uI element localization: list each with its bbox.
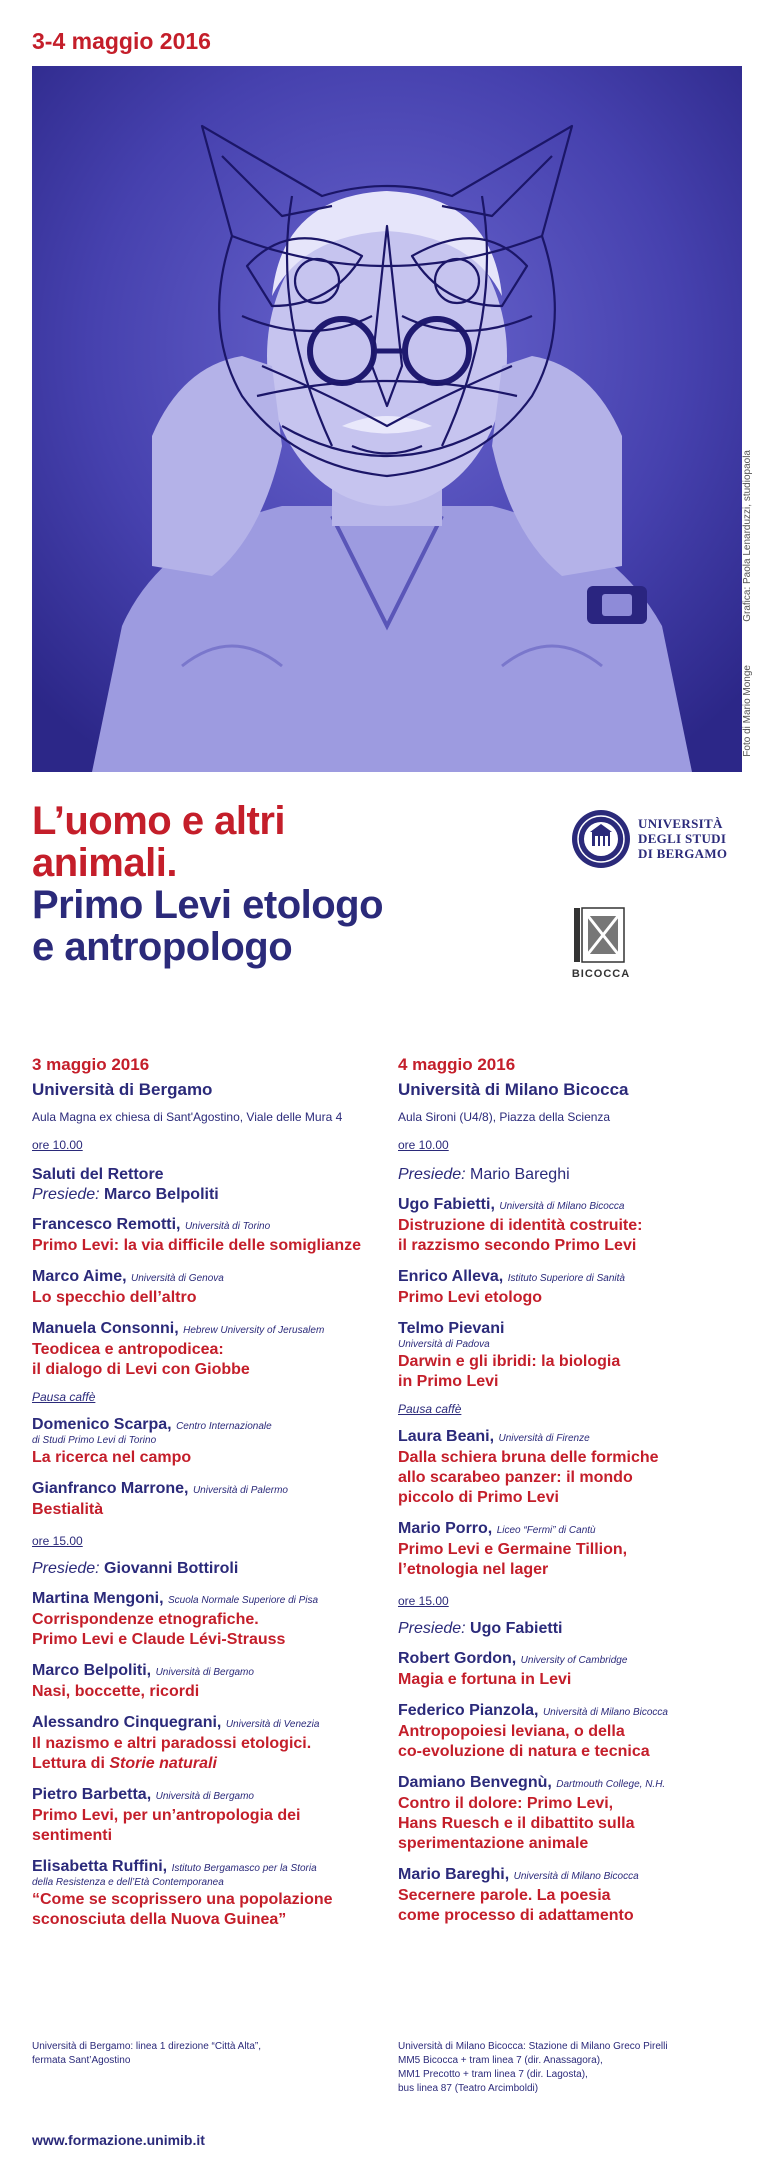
day2-date: 4 maggio 2016 [398,1055,516,1074]
chair-label: Presiede: [398,1620,466,1637]
man-with-wire-mask-illustration [32,66,742,772]
day2-pause: Pausa caffè [398,1402,462,1416]
talk-title: “Come se scoprissero una popolazione [32,1891,333,1908]
bicocca-transport-info [398,2040,728,2096]
speaker-affiliation: University of Cambridge [520,1655,628,1666]
speaker-name: Damiano Benvegnù, [398,1774,552,1791]
talk-title: Hans Ruesch e il dibattito sulla [398,1815,635,1832]
talk-title: La ricerca nel campo [32,1449,192,1466]
chair-name: Giovanni Bottiroli [104,1560,239,1577]
talk-title: Distruzione di identità costruite: [398,1217,643,1234]
talk-title: Antropopoiesi leviana, o della [398,1723,625,1740]
chair-name: Mario Bareghi [470,1166,570,1183]
talk-title: Primo Levi etologo [398,1289,543,1306]
speaker-name: Ugo Fabietti, [398,1196,495,1213]
speaker-affiliation: Università di Venezia [225,1719,320,1730]
talk-item [398,1866,748,1926]
chair-label: Presiede: [32,1560,100,1577]
speaker-name: Domenico Scarpa, [32,1416,172,1433]
day1-chair-afternoon [32,1560,382,1578]
title-line-2: animali. [32,841,177,885]
event-date: 3-4 maggio 2016 [32,28,211,54]
bergamo-transport-info [32,2040,352,2068]
talk-item [32,1714,382,1774]
speaker-affiliation: Centro Internazionale [176,1421,272,1432]
speaker-affiliation: Liceo “Fermi” di Cantù [496,1525,596,1536]
talk-item [398,1320,748,1392]
talk-item [32,1786,382,1846]
bergamo-wordmark [638,816,727,861]
title-line-1: L’uomo e altri [32,799,286,843]
talk-item [398,1428,748,1508]
talk-title: Dalla schiera bruna delle formiche [398,1449,659,1466]
bergamo-wordmark-line-1: UNIVERSITÀ [638,816,723,831]
day1-time-afternoon: ore 15.00 [32,1534,83,1548]
hero-photo [32,66,742,772]
speaker-name: Telmo Pievani [398,1320,505,1337]
title-line-4: e antropologo [32,925,293,969]
day2-chair-afternoon [398,1620,748,1638]
bergamo-wordmark-line-2: DEGLI STUDI [638,831,727,846]
talk-title: Corrispondenze etnografiche. [32,1611,259,1628]
speaker-name: Alessandro Cinquegrani, [32,1714,222,1731]
day2-time-morning: ore 10.00 [398,1138,449,1152]
speaker-name: Elisabetta Ruffini, [32,1858,168,1875]
speaker-affiliation: Dartmouth College, N.H. [556,1779,666,1790]
talk-title: il dialogo di Levi con Giobbe [32,1361,250,1378]
transport-line: Università di Bergamo: linea 1 direzione “Città Alta”, [32,2041,261,2052]
talk-item [32,1416,382,1468]
greeting-text: Saluti del Rettore [32,1166,164,1183]
transport-line: MM5 Bicocca + tram linea 7 (dir. Anassagora), [398,2055,603,2066]
talk-title-prefix: Lettura di [32,1755,105,1772]
speaker-affiliation: Università di Torino [184,1221,271,1232]
talk-title: il razzismo secondo Primo Levi [398,1237,637,1254]
speaker-affiliation: Università di Milano Bicocca [499,1201,625,1212]
chair-label: Presiede: [398,1166,466,1183]
talk-title: in Primo Levi [398,1373,499,1390]
speaker-affiliation: Istituto Superiore di Sanità [507,1273,625,1284]
talk-title: Magia e fortuna in Levi [398,1671,572,1688]
speaker-name: Gianfranco Marrone, [32,1480,189,1497]
speaker-affiliation: della Resistenza e dell’Età Contemporanea [32,1877,224,1888]
talk-item [32,1268,382,1308]
day2-chair-morning [398,1166,748,1184]
day1-greeting [32,1166,382,1184]
website-link[interactable]: www.formazione.unimib.it [32,2132,205,2148]
photo-credit: Foto di Mario Monge [742,665,753,757]
talk-item [32,1590,382,1650]
talk-title: co-evoluzione di natura e tecnica [398,1743,650,1760]
talk-title [32,1754,382,1774]
day1-time-morning: ore 10.00 [32,1138,83,1152]
talk-title: Nasi, boccette, ricordi [32,1683,200,1700]
talk-title: sconosciuta della Nuova Guinea” [32,1911,287,1928]
bergamo-wordmark-line-3: DI BERGAMO [638,846,728,861]
day1-pause: Pausa caffè [32,1390,96,1404]
talk-title: Primo Levi, per un’antropologia dei [32,1807,301,1824]
speaker-name: Enrico Alleva, [398,1268,504,1285]
transport-line: fermata Sant’Agostino [32,2055,131,2066]
talk-title: Secernere parole. La poesia [398,1887,611,1904]
talk-title: come processo di adattamento [398,1907,634,1924]
speaker-affiliation: Università di Genova [131,1273,224,1284]
speaker-name: Laura Beani, [398,1428,495,1445]
talk-title: Primo Levi e Claude Lévi-Strauss [32,1631,286,1648]
day2-university: Università di Milano Bicocca [398,1080,629,1099]
speaker-affiliation: di Studi Primo Levi di Torino [32,1435,157,1446]
speaker-affiliation: Istituto Bergamasco per la Storia [171,1863,317,1874]
transport-line: MM1 Precotto + tram linea 7 (dir. Lagosta), [398,2069,588,2080]
talk-title: piccolo di Primo Levi [398,1489,559,1506]
speaker-affiliation: Università di Bergamo [155,1791,254,1802]
speaker-affiliation: Università di Palermo [192,1485,288,1496]
talk-item [32,1662,382,1702]
speaker-name: Manuela Consonni, [32,1320,179,1337]
talk-item [32,1320,382,1380]
talk-item [398,1702,748,1762]
chair-name: Marco Belpoliti [104,1186,219,1203]
talk-title: Contro il dolore: Primo Levi, [398,1795,614,1812]
talk-title-book: Storie naturali [109,1755,217,1772]
day1-column [32,1055,382,1930]
talk-title: Primo Levi e Germaine Tillion, [398,1541,628,1558]
day2-venue: Aula Sironi (U4/8), Piazza della Scienza [398,1110,611,1124]
speaker-name: Robert Gordon, [398,1650,517,1667]
talk-title: l’etnologia nel lager [398,1561,549,1578]
chair-name: Ugo Fabietti [470,1620,563,1637]
day1-chair-morning [32,1186,382,1204]
talk-title: Darwin e gli ibridi: la biologia [398,1353,621,1370]
speaker-name: Martina Mengoni, [32,1590,164,1607]
universita-bicocca-logo [566,906,636,982]
talk-title: allo scarabeo panzer: il mondo [398,1469,633,1486]
speaker-name: Mario Porro, [398,1520,493,1537]
day2-column [398,1055,748,1926]
talk-title: Lo specchio dell’altro [32,1289,197,1306]
bicocca-wordmark: BICOCCA [571,968,631,980]
talk-title: Il nazismo e altri paradossi etologici. [32,1735,312,1752]
bergamo-seal-icon [570,808,632,870]
speaker-affiliation: Università di Milano Bicocca [513,1871,639,1882]
talk-item [32,1858,382,1930]
talk-item [398,1774,748,1854]
talk-item [32,1480,382,1520]
talk-title: sperimentazione animale [398,1835,589,1852]
speaker-name: Francesco Remotti, [32,1216,181,1233]
speaker-affiliation: Università di Padova [398,1339,490,1350]
talk-title: Primo Levi: la via difficile delle somiglianze [32,1237,361,1254]
chair-label: Presiede: [32,1186,100,1203]
speaker-name: Marco Aime, [32,1268,127,1285]
speaker-affiliation: Università di Firenze [498,1433,590,1444]
speaker-affiliation: Scuola Normale Superiore di Pisa [168,1595,319,1606]
bicocca-emblem-icon [566,906,636,966]
speaker-name: Federico Pianzola, [398,1702,539,1719]
talk-title: sentimenti [32,1827,113,1844]
event-title [32,800,383,968]
transport-line: bus linea 87 (Teatro Arcimboldi) [398,2083,539,2094]
day1-university: Università di Bergamo [32,1080,213,1099]
speaker-name: Pietro Barbetta, [32,1786,152,1803]
speaker-name: Marco Belpoliti, [32,1662,152,1679]
transport-line: Università di Milano Bicocca: Stazione di Milano Greco Pirelli [398,2041,668,2052]
talk-item [32,1216,382,1256]
universita-bergamo-logo [570,808,745,872]
talk-item [398,1268,748,1308]
talk-item [398,1650,748,1690]
talk-title: Bestialità [32,1501,104,1518]
talk-item [398,1196,748,1256]
speaker-affiliation: Hebrew University of Jerusalem [183,1325,325,1336]
speaker-affiliation: Università di Bergamo [155,1667,254,1678]
day1-venue: Aula Magna ex chiesa di Sant'Agostino, Viale delle Mura 4 [32,1110,343,1124]
day2-time-afternoon: ore 15.00 [398,1594,449,1608]
speaker-name: Mario Bareghi, [398,1866,510,1883]
title-line-3: Primo Levi etologo [32,883,384,927]
talk-title: Teodicea e antropodicea: [32,1341,224,1358]
speaker-affiliation: Università di Milano Bicocca [542,1707,668,1718]
day1-date: 3 maggio 2016 [32,1055,150,1074]
graphics-credit: Grafica: Paola Lenarduzzi, studiopaola [742,450,753,622]
talk-item [398,1520,748,1580]
